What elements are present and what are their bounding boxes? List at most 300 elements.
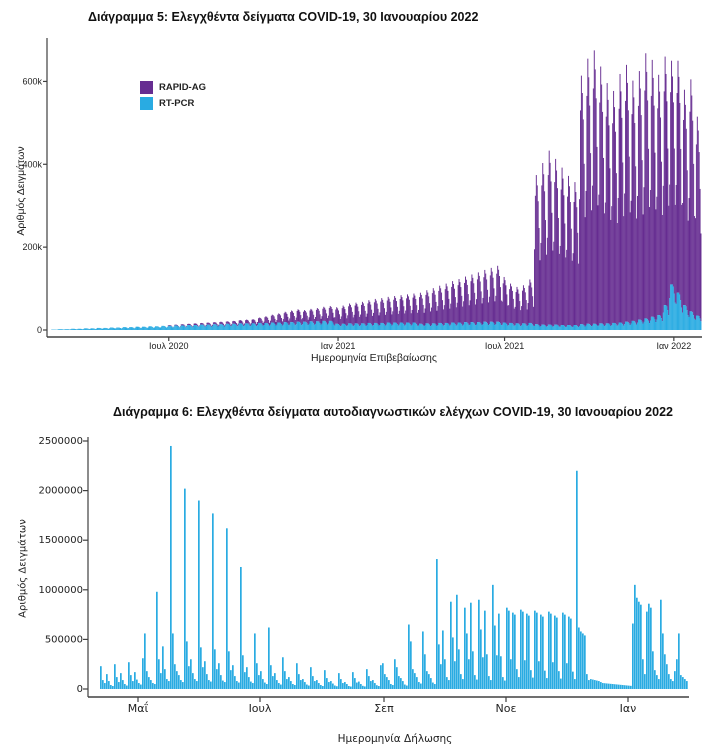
bar-self-test bbox=[150, 680, 152, 689]
bar-rapid-ag bbox=[592, 186, 593, 326]
bar-self-test bbox=[446, 677, 448, 689]
bar-rapid-ag bbox=[199, 325, 200, 326]
bar-rapid-ag bbox=[379, 315, 380, 325]
bar-rt-pcr bbox=[88, 329, 89, 330]
bar-rapid-ag bbox=[333, 313, 334, 323]
bar-rapid-ag bbox=[586, 191, 587, 326]
bar-rapid-ag bbox=[540, 243, 541, 326]
bar-rt-pcr bbox=[501, 325, 502, 330]
bar-rt-pcr bbox=[222, 324, 223, 330]
bar-rt-pcr bbox=[197, 326, 198, 330]
bar-rt-pcr bbox=[688, 315, 689, 330]
bar-rapid-ag bbox=[569, 186, 570, 325]
bar-rt-pcr bbox=[325, 321, 326, 330]
bar-rt-pcr bbox=[494, 323, 495, 330]
bar-self-test bbox=[288, 677, 290, 689]
bar-rt-pcr bbox=[562, 325, 563, 330]
bar-rt-pcr bbox=[178, 326, 179, 330]
bar-self-test bbox=[498, 614, 500, 689]
bar-rapid-ag bbox=[368, 300, 369, 323]
bar-rt-pcr bbox=[690, 311, 691, 330]
bar-rt-pcr bbox=[122, 328, 123, 330]
bar-rt-pcr bbox=[544, 325, 545, 330]
bar-rapid-ag bbox=[415, 299, 416, 323]
bar-rapid-ag bbox=[632, 81, 633, 321]
bar-rt-pcr bbox=[619, 323, 620, 330]
bar-rapid-ag bbox=[312, 311, 313, 321]
bar-rt-pcr bbox=[577, 326, 578, 330]
bar-rt-pcr bbox=[75, 329, 76, 330]
bar-rt-pcr bbox=[448, 324, 449, 330]
bar-rapid-ag bbox=[620, 91, 621, 322]
bar-rt-pcr bbox=[419, 324, 420, 330]
bar-self-test bbox=[450, 602, 452, 689]
bar-rapid-ag bbox=[332, 309, 333, 321]
bar-rt-pcr bbox=[466, 322, 467, 330]
bar-rapid-ag bbox=[579, 199, 580, 326]
bar-rapid-ag bbox=[240, 320, 241, 323]
bar-rt-pcr bbox=[425, 325, 426, 330]
bar-self-test bbox=[296, 663, 298, 689]
bar-rt-pcr bbox=[413, 323, 414, 330]
bar-rapid-ag bbox=[346, 318, 347, 326]
bar-rt-pcr bbox=[671, 284, 672, 330]
bar-rapid-ag bbox=[603, 158, 604, 325]
bar-rt-pcr bbox=[635, 323, 636, 330]
bar-rapid-ag bbox=[640, 88, 641, 319]
bar-self-test bbox=[176, 671, 178, 689]
bar-rt-pcr bbox=[455, 324, 456, 330]
bar-rt-pcr bbox=[481, 324, 482, 330]
bar-rt-pcr bbox=[106, 328, 107, 330]
y-tick-label: 0 bbox=[76, 684, 83, 695]
bar-rapid-ag bbox=[251, 323, 252, 325]
bar-rt-pcr bbox=[370, 323, 371, 330]
bar-rt-pcr bbox=[601, 323, 602, 330]
bar-rt-pcr bbox=[68, 329, 69, 330]
bar-self-test bbox=[188, 666, 190, 689]
bar-rapid-ag bbox=[373, 313, 374, 325]
bar-rt-pcr bbox=[435, 324, 436, 330]
bar-rt-pcr bbox=[502, 325, 503, 330]
bar-rapid-ag bbox=[459, 282, 460, 322]
bar-rapid-ag bbox=[625, 101, 626, 322]
bar-self-test bbox=[328, 682, 330, 689]
bar-rt-pcr bbox=[169, 326, 170, 330]
bar-rt-pcr bbox=[143, 327, 144, 330]
bar-rt-pcr bbox=[298, 322, 299, 330]
bar-rt-pcr bbox=[139, 327, 140, 330]
bar-self-test bbox=[120, 673, 122, 689]
bar-rt-pcr bbox=[416, 324, 417, 330]
bar-rt-pcr bbox=[309, 324, 310, 330]
bar-rt-pcr bbox=[231, 326, 232, 330]
bar-rt-pcr bbox=[103, 328, 104, 330]
bar-rapid-ag bbox=[265, 316, 266, 323]
bar-rapid-ag bbox=[548, 175, 549, 325]
bar-rt-pcr bbox=[146, 327, 147, 330]
bar-rt-pcr bbox=[471, 322, 472, 330]
bar-self-test bbox=[650, 608, 652, 689]
bar-self-test bbox=[636, 598, 638, 689]
bar-rt-pcr bbox=[362, 323, 363, 330]
bar-rt-pcr bbox=[411, 326, 412, 330]
bar-rt-pcr bbox=[189, 325, 190, 330]
bar-rt-pcr bbox=[196, 325, 197, 330]
bar-self-test bbox=[332, 684, 334, 689]
bar-rt-pcr bbox=[218, 327, 219, 330]
bar-self-test bbox=[230, 670, 232, 689]
bar-rapid-ag bbox=[655, 153, 656, 320]
bar-rapid-ag bbox=[388, 297, 389, 323]
bar-rt-pcr bbox=[534, 326, 535, 330]
bar-self-test bbox=[294, 685, 296, 689]
bar-rapid-ag bbox=[367, 303, 368, 323]
bar-rapid-ag bbox=[522, 291, 523, 324]
bar-rapid-ag bbox=[405, 311, 406, 325]
chart6-x-axis-label: Ημερομηνία Δήλωσης bbox=[337, 733, 453, 745]
bar-rapid-ag bbox=[295, 320, 296, 325]
bar-rt-pcr bbox=[138, 327, 139, 330]
bar-rt-pcr bbox=[208, 325, 209, 330]
bar-rt-pcr bbox=[192, 327, 193, 330]
bar-rt-pcr bbox=[662, 321, 663, 330]
bar-self-test bbox=[390, 684, 392, 689]
bar-self-test bbox=[206, 674, 208, 689]
bar-rt-pcr bbox=[168, 326, 169, 330]
bar-self-test bbox=[454, 661, 456, 689]
bar-self-test bbox=[110, 685, 112, 689]
bar-rapid-ag bbox=[392, 311, 393, 324]
bar-rapid-ag bbox=[701, 233, 702, 321]
bar-rt-pcr bbox=[232, 324, 233, 330]
bar-rapid-ag bbox=[669, 185, 670, 299]
bar-rt-pcr bbox=[352, 325, 353, 330]
bar-rapid-ag bbox=[597, 147, 598, 325]
bar-rapid-ag bbox=[436, 302, 437, 325]
bar-rt-pcr bbox=[304, 322, 305, 330]
bar-rt-pcr bbox=[86, 328, 87, 330]
bar-self-test bbox=[522, 612, 524, 689]
bar-rt-pcr bbox=[128, 328, 129, 330]
bar-rt-pcr bbox=[596, 324, 597, 330]
bar-rapid-ag bbox=[616, 173, 617, 324]
bar-rt-pcr bbox=[679, 295, 680, 330]
bar-rt-pcr bbox=[552, 327, 553, 330]
bar-rt-pcr bbox=[248, 324, 249, 330]
bar-rapid-ag bbox=[272, 315, 273, 323]
bar-self-test bbox=[276, 680, 278, 689]
bar-rt-pcr bbox=[694, 319, 695, 330]
bar-self-test bbox=[202, 667, 204, 689]
bar-rapid-ag bbox=[429, 303, 430, 325]
bar-rt-pcr bbox=[328, 324, 329, 330]
bar-self-test bbox=[136, 680, 138, 689]
bar-self-test bbox=[490, 680, 492, 689]
bar-rt-pcr bbox=[569, 325, 570, 330]
bar-rapid-ag bbox=[261, 319, 262, 324]
bar-rapid-ag bbox=[386, 312, 387, 325]
bar-rt-pcr bbox=[674, 294, 675, 330]
bar-rapid-ag bbox=[218, 325, 219, 326]
bar-rt-pcr bbox=[148, 327, 149, 330]
bar-rt-pcr bbox=[252, 323, 253, 330]
bar-rt-pcr bbox=[487, 323, 488, 330]
bar-rt-pcr bbox=[605, 325, 606, 330]
bar-rapid-ag bbox=[660, 117, 661, 315]
bar-rt-pcr bbox=[620, 323, 621, 330]
bar-rapid-ag bbox=[687, 170, 688, 310]
bar-rt-pcr bbox=[318, 321, 319, 330]
bar-rt-pcr bbox=[89, 329, 90, 330]
bar-self-test bbox=[626, 685, 628, 689]
bar-rapid-ag bbox=[218, 325, 219, 326]
bar-rt-pcr bbox=[482, 324, 483, 330]
bar-rt-pcr bbox=[597, 326, 598, 330]
bar-rt-pcr bbox=[235, 324, 236, 330]
bar-self-test bbox=[426, 671, 428, 689]
bar-rapid-ag bbox=[221, 322, 222, 324]
bar-rt-pcr bbox=[249, 325, 250, 330]
bar-rt-pcr bbox=[340, 326, 341, 330]
bar-self-test bbox=[240, 567, 242, 689]
bar-rapid-ag bbox=[323, 307, 324, 321]
bar-rapid-ag bbox=[553, 242, 554, 327]
bar-rt-pcr bbox=[388, 323, 389, 330]
bar-rt-pcr bbox=[224, 327, 225, 330]
bar-rt-pcr bbox=[182, 325, 183, 330]
bar-rapid-ag bbox=[363, 303, 364, 323]
bar-rt-pcr bbox=[570, 325, 571, 330]
bar-self-test bbox=[486, 654, 488, 689]
bar-rt-pcr bbox=[642, 322, 643, 330]
bar-self-test bbox=[418, 682, 420, 689]
bar-rapid-ag bbox=[255, 322, 256, 325]
bar-self-test bbox=[618, 685, 620, 689]
bar-rapid-ag bbox=[637, 196, 638, 323]
bar-rapid-ag bbox=[364, 306, 365, 324]
bar-self-test bbox=[114, 664, 116, 689]
bar-rapid-ag bbox=[594, 50, 595, 323]
bar-rapid-ag bbox=[183, 324, 184, 325]
bar-self-test bbox=[424, 654, 426, 689]
bar-rt-pcr bbox=[560, 327, 561, 330]
bar-rt-pcr bbox=[428, 324, 429, 330]
bar-rt-pcr bbox=[483, 322, 484, 330]
bar-rt-pcr bbox=[335, 324, 336, 330]
bar-self-test bbox=[122, 680, 124, 689]
bar-rapid-ag bbox=[305, 311, 306, 322]
bar-rt-pcr bbox=[120, 328, 121, 330]
bar-rapid-ag bbox=[406, 298, 407, 322]
bar-rapid-ag bbox=[223, 324, 224, 326]
bar-rt-pcr bbox=[681, 308, 682, 330]
bar-self-test bbox=[214, 649, 216, 689]
bar-rapid-ag bbox=[547, 238, 548, 326]
bar-rapid-ag bbox=[692, 121, 693, 313]
bar-rapid-ag bbox=[609, 125, 610, 323]
bar-rt-pcr bbox=[187, 325, 188, 330]
bar-rapid-ag bbox=[677, 93, 678, 293]
bar-rt-pcr bbox=[99, 328, 100, 330]
bar-self-test bbox=[198, 501, 200, 689]
bar-rapid-ag bbox=[606, 117, 607, 324]
bar-rapid-ag bbox=[212, 325, 213, 326]
bar-rt-pcr bbox=[528, 325, 529, 330]
bar-rapid-ag bbox=[376, 301, 377, 323]
bar-rapid-ag bbox=[372, 316, 373, 326]
bar-rapid-ag bbox=[315, 317, 316, 324]
bar-rt-pcr bbox=[281, 324, 282, 330]
bar-rapid-ag bbox=[635, 166, 636, 322]
bar-rapid-ag bbox=[446, 284, 447, 323]
bar-rt-pcr bbox=[506, 324, 507, 330]
bar-rt-pcr bbox=[293, 323, 294, 330]
bar-self-test bbox=[598, 681, 600, 689]
bar-rt-pcr bbox=[372, 326, 373, 330]
bar-rapid-ag bbox=[543, 174, 544, 324]
bar-self-test bbox=[100, 666, 102, 689]
bar-rt-pcr bbox=[479, 322, 480, 330]
y-tick-label: 1000000 bbox=[38, 584, 83, 596]
bar-rt-pcr bbox=[540, 326, 541, 330]
bar-rt-pcr bbox=[229, 325, 230, 330]
bar-rt-pcr bbox=[598, 325, 599, 330]
bar-rt-pcr bbox=[356, 323, 357, 330]
bar-rt-pcr bbox=[425, 323, 426, 330]
bar-rt-pcr bbox=[495, 324, 496, 330]
bar-rt-pcr bbox=[242, 325, 243, 330]
bar-rt-pcr bbox=[463, 324, 464, 330]
bar-rt-pcr bbox=[343, 324, 344, 330]
bar-rt-pcr bbox=[678, 293, 679, 330]
bar-rt-pcr bbox=[698, 316, 699, 331]
bar-rapid-ag bbox=[488, 302, 489, 325]
bar-rapid-ag bbox=[201, 323, 202, 325]
bar-rt-pcr bbox=[275, 326, 276, 330]
bar-rapid-ag bbox=[574, 202, 575, 325]
bar-self-test bbox=[604, 683, 606, 689]
bar-self-test bbox=[432, 683, 434, 689]
bar-rapid-ag bbox=[195, 323, 196, 325]
bar-rt-pcr bbox=[104, 328, 105, 330]
bar-rapid-ag bbox=[254, 320, 255, 324]
bar-self-test bbox=[642, 659, 644, 689]
bar-rt-pcr bbox=[589, 324, 590, 330]
bar-rapid-ag bbox=[419, 297, 420, 324]
bar-rt-pcr bbox=[94, 329, 95, 330]
bar-rapid-ag bbox=[494, 288, 495, 323]
bar-rt-pcr bbox=[289, 324, 290, 330]
bar-rt-pcr bbox=[423, 325, 424, 330]
bar-rt-pcr bbox=[107, 328, 108, 330]
bar-rapid-ag bbox=[636, 218, 637, 324]
bar-rapid-ag bbox=[689, 198, 690, 317]
bar-rt-pcr bbox=[407, 323, 408, 330]
x-tick-label: Ιουλ 2020 bbox=[149, 341, 189, 351]
bar-rapid-ag bbox=[344, 309, 345, 324]
bar-rapid-ag bbox=[503, 283, 504, 322]
bar-rt-pcr bbox=[511, 323, 512, 330]
bar-rt-pcr bbox=[131, 327, 132, 330]
bar-self-test bbox=[196, 681, 198, 689]
bar-rt-pcr bbox=[361, 323, 362, 330]
bar-rapid-ag bbox=[385, 315, 386, 326]
bar-self-test bbox=[466, 633, 468, 689]
bar-rt-pcr bbox=[338, 324, 339, 330]
bar-self-test bbox=[526, 614, 528, 689]
bar-rapid-ag bbox=[352, 312, 353, 325]
bar-rapid-ag bbox=[565, 257, 566, 327]
bar-rapid-ag bbox=[299, 312, 300, 322]
bar-rt-pcr bbox=[199, 326, 200, 330]
bar-self-test bbox=[462, 679, 464, 689]
bar-rt-pcr bbox=[687, 310, 688, 330]
bar-rt-pcr bbox=[459, 323, 460, 330]
bar-rapid-ag bbox=[526, 300, 527, 325]
bar-rt-pcr bbox=[393, 323, 394, 330]
bar-self-test bbox=[492, 585, 494, 689]
bar-rt-pcr bbox=[472, 322, 473, 330]
bar-rt-pcr bbox=[81, 329, 82, 330]
bar-rt-pcr bbox=[90, 329, 91, 330]
bar-rt-pcr bbox=[546, 327, 547, 330]
bar-rt-pcr bbox=[626, 322, 627, 330]
bar-self-test bbox=[264, 683, 266, 689]
bar-rt-pcr bbox=[469, 325, 470, 330]
bar-self-test bbox=[406, 686, 408, 689]
bar-rt-pcr bbox=[594, 324, 595, 330]
bar-rapid-ag bbox=[582, 93, 583, 324]
bar-rapid-ag bbox=[437, 306, 438, 325]
bar-rapid-ag bbox=[428, 296, 429, 323]
bar-rt-pcr bbox=[369, 323, 370, 330]
bar-rapid-ag bbox=[587, 59, 588, 324]
bar-rt-pcr bbox=[336, 324, 337, 330]
bar-rapid-ag bbox=[471, 274, 472, 322]
bar-self-test bbox=[444, 659, 446, 689]
bar-rapid-ag bbox=[225, 324, 226, 325]
y-tick-label: 2500000 bbox=[38, 436, 83, 447]
bar-self-test bbox=[632, 624, 634, 689]
bar-rt-pcr bbox=[474, 324, 475, 330]
bar-rt-pcr bbox=[323, 321, 324, 330]
bar-rapid-ag bbox=[628, 110, 629, 322]
bar-rt-pcr bbox=[610, 326, 611, 330]
bar-rapid-ag bbox=[188, 324, 189, 325]
bar-self-test bbox=[654, 670, 656, 689]
bar-rt-pcr bbox=[600, 323, 601, 330]
bar-self-test bbox=[168, 681, 170, 689]
bar-self-test bbox=[542, 617, 544, 689]
bar-rapid-ag bbox=[689, 112, 690, 312]
bar-self-test bbox=[184, 489, 186, 689]
bar-rt-pcr bbox=[348, 323, 349, 330]
bar-rt-pcr bbox=[311, 321, 312, 330]
bar-rt-pcr bbox=[102, 329, 103, 330]
bar-self-test bbox=[302, 679, 304, 689]
bar-rt-pcr bbox=[180, 327, 181, 330]
bar-rapid-ag bbox=[585, 217, 586, 326]
bar-rt-pcr bbox=[453, 323, 454, 330]
bar-rt-pcr bbox=[640, 320, 641, 330]
bar-rapid-ag bbox=[267, 318, 268, 323]
bar-self-test bbox=[326, 678, 328, 689]
bar-rapid-ag bbox=[204, 325, 205, 326]
bar-rapid-ag bbox=[482, 303, 483, 325]
bar-rt-pcr bbox=[279, 323, 280, 330]
bar-rt-pcr bbox=[157, 326, 158, 330]
